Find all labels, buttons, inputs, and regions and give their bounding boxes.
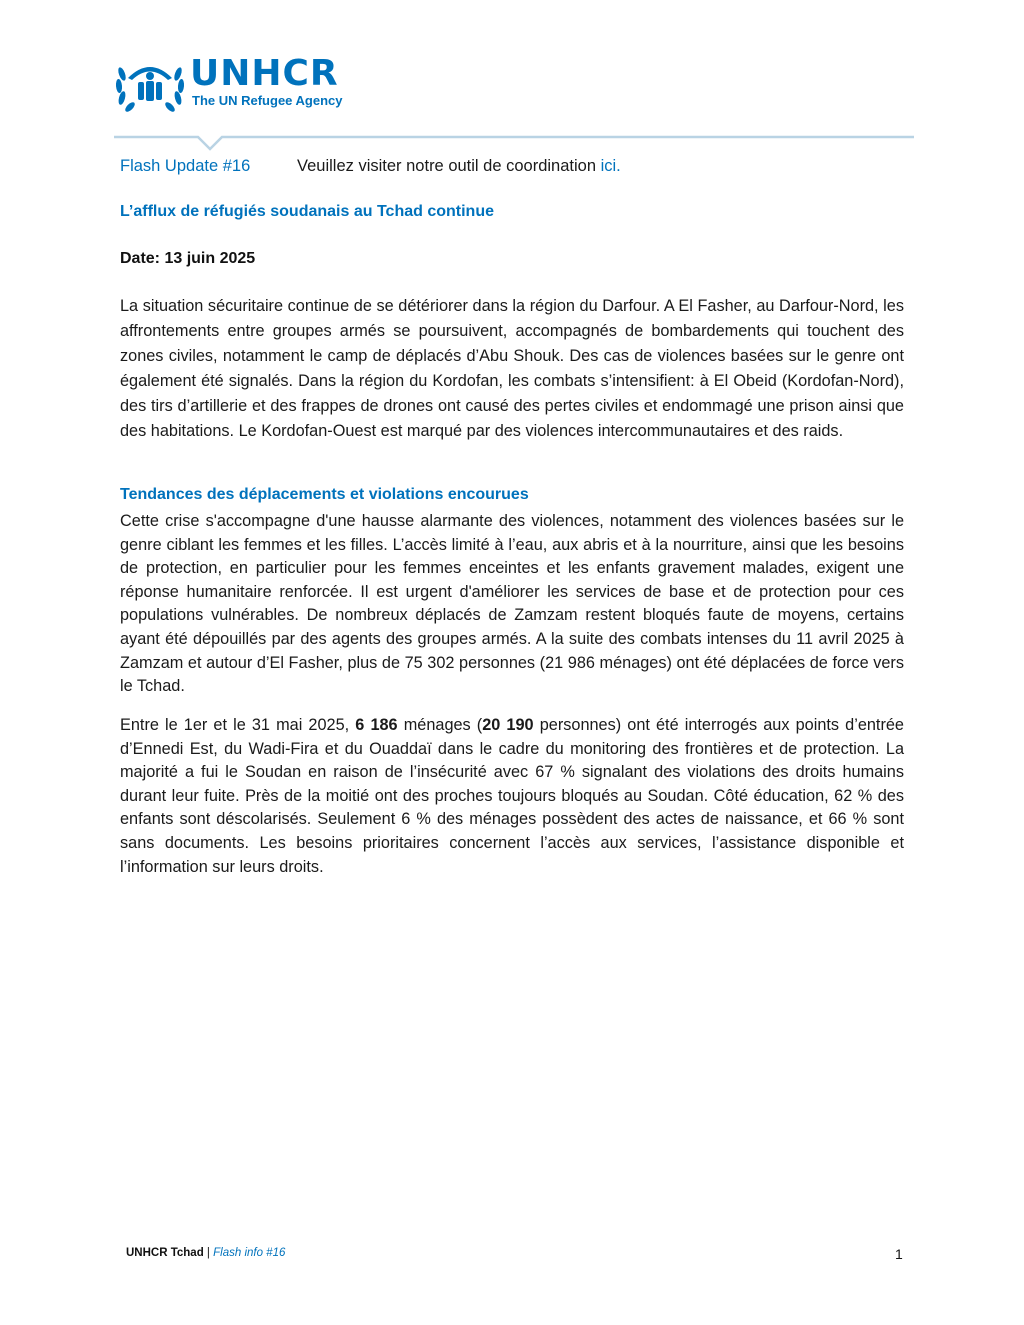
flash-update-line (120, 157, 621, 176)
unhcr-logo (114, 54, 374, 114)
header-divider (114, 128, 914, 152)
persons-count: 20 190 (482, 716, 534, 734)
monitoring-text-2: ménages ( (397, 716, 483, 734)
page-footer (126, 1247, 285, 1259)
footer-separator: | (203, 1247, 214, 1259)
situation-paragraph: La situation sécuritaire continue de se détériorer dans la région du Darfour. A El Fasher, au Darfour-Nord, les affrontements entre groupes armés se poursuivent, accompagnés de bombardements qui touchent des zones civiles, notamment le camp de déplacés d’Abu Shouk. Des cas de violences basées sur le genre ont également été signalés. Dans la région du Kordofan, les combats s’intensifient: à El Obeid (Kordofan-Nord), des tirs d’artillerie et des frappes de drones ont causé des pertes civiles et endommagé une prison ainsi que des habitations. Le Kordofan-Ouest est marqué par des violences intercommunautaires et des raids. (120, 297, 904, 440)
page-number: 1 (895, 1246, 903, 1262)
households-count: 6 186 (355, 716, 398, 734)
monitoring-text-1: Entre le 1er et le 31 mai 2025, (120, 716, 356, 734)
flash-update-label: Flash Update #16 (120, 157, 251, 175)
document-title: L’afflux de réfugiés soudanais au Tchad continue (120, 203, 494, 220)
coordination-tool-link[interactable]: ici. (600, 157, 621, 175)
logo-tagline: The UN Refugee Agency (192, 93, 343, 108)
logo-wordmark: UNHCR (190, 53, 339, 94)
trends-paragraph: Cette crise s'accompagne d'une hausse alarmante des violences, notamment des violences basées sur le genre ciblant les femmes et les filles. L’accès limité à l’eau, aux abris et à la nourriture, ainsi que les besoins de protection, en particulier pour les femmes enceintes et les enfants gravement malades, exigent une réponse humanitaire renforcée. Il est urgent d'améliorer les services de base et de protection pour ces populations vulnérables. De nombreux déplacés de Zamzam restent bloqués faute de moyens, certains ayant été dépouillés par des agents des groupes armés. A la suite des combats intenses du 11 avril 2025 à Zamzam et autour d’El Fasher, plus de 75 302 personnes (21 986 ménages) ont été déplacées de force vers le Tchad. (120, 512, 904, 696)
monitoring-paragraph (120, 714, 904, 879)
document-date: Date: 13 juin 2025 (120, 250, 256, 267)
footer-org: UNHCR Tchad (126, 1247, 204, 1259)
section-heading: Tendances des déplacements et violations encourues (120, 486, 529, 503)
monitoring-text-3: personnes) ont été interrogés aux points d’entrée d’Ennedi Est, du Wadi-Fira et du Ouaddaï dans le cadre du monitoring des frontières et de protection. La majorité a fui le Soudan en raison de l’insécurité avec 67 % signalant des violations des droits humains durant leur fuite. Près de la moitié ont des proches toujours bloqués au Soudan. Côté éducation, 62 % des enfants sont déscolarisés. Seulement 6 % des ménages possèdent des actes de naissance, et 66 % sont sans documents. Les besoins prioritaires concernent l’accès aux services, l’assistance disponible et l’information sur leurs droits. (120, 716, 904, 876)
footer-doc-title: Flash info #16 (213, 1247, 286, 1259)
coordination-tool-text: Veuillez visiter notre outil de coordination (297, 157, 601, 175)
unhcr-emblem-icon (114, 54, 186, 114)
